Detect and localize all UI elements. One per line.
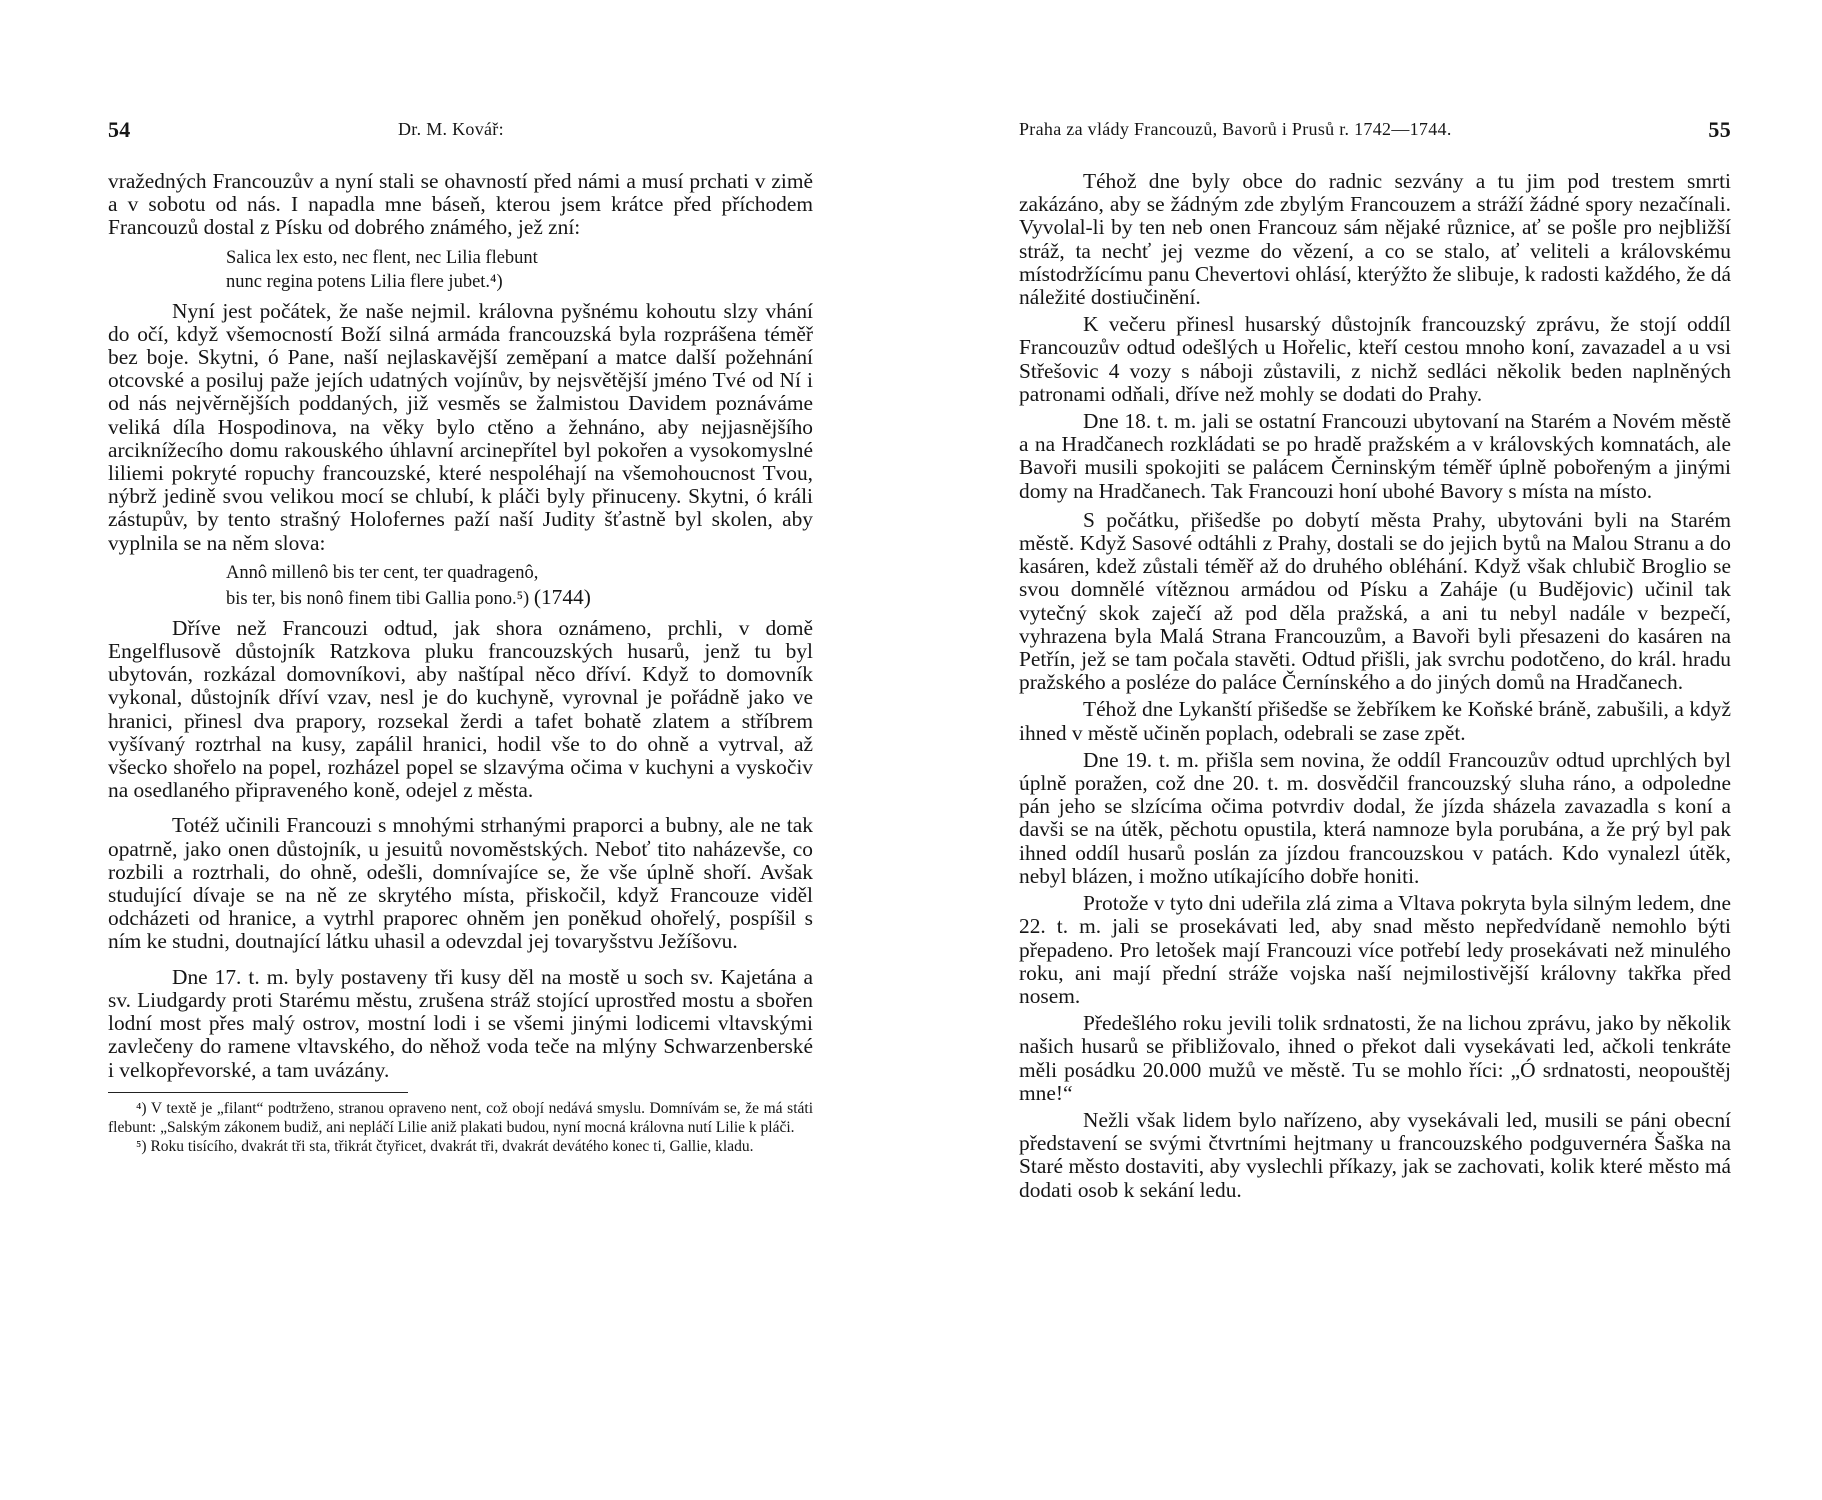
right-paragraph-3: S počátku, přišedše po dobytí města Prahy, ubytováni byli na Starém městě. Když Sasové odtáhli z Prahy, dostali se do jejich bytů na Malou Stranu a do kasáren, kdež zůstali téměř až do druhého obléhání. Když však chlubič Broglio se svou domnělé vítěznou armádou od Písku a Zaháje (u Budějovic) učinil tak vytečný skok zaječí až pod děla pražská, a ani tu nebyl nadále v bezpečí, vyhrazena byla Malá Strana Francouzům, a Bavoři byli přesazeni do kasáren na Petřín, jež se tam počala stavěti. Odtud přišli, jak svrchu podotčeno, do král. hradu pražského a posléze do paláce Černínského a do jiných domů na Hradčanech. — [1019, 507, 1731, 695]
left-verse-1-line-2: nunc regina potens Lilia flere jubet.⁴) — [226, 271, 503, 292]
left-body-text — [108, 170, 813, 1156]
left-verse-2-line-2-wrap — [226, 585, 813, 611]
right-paragraph-2: Dne 18. t. m. jali se ostatní Francouzi ubytovaní na Starém a Novém městě a na Hradčanech rozkládati se po hradě pražském a v královských komnatách, ale Bavoři musili spokojiti se palácem Černinským téměř úplně pobořeným a jinými domy na Hradčanech. Tak Francouzi honí ubohé Bavory s místa na místo. — [1019, 409, 1731, 503]
right-paragraph-7: Předešlého roku jevili tolik srdnatosti, že na lichou zprávu, jako by několik našich husarů se přibližovalo, ihned o překot dali vysekávati led, ačkoli tenkráte měli posádku 20.000 mužů ve městě. Tu se mohlo říci: „Ó srdnatosti, neopouštěj mne!“ — [1019, 1011, 1731, 1105]
right-running-head — [1019, 117, 1731, 147]
left-paragraph-3: Totéž učinili Francouzi s mnohými strhanými praporci a bubny, ale ne tak opatrně, jako onen důstojník, u jesuitů novoměstských. Neboť tito naházevše, co rozbili a roztrhali, do ohně, odešli, domnívajíce se, že vše úplně shoří. Avšak studující dívaje se na ně ze skrytého místa, přiskočil, když Francouze viděl odcházeti od hranice, a vytrhl praporec ohněm jen poněkud ohořelý, pospíšil s ním ke studni, doutnající látku uhasil a odevzdal jej tovaryšstvu Ježíšovu. — [108, 813, 813, 954]
left-paragraph-1: Nyní jest počátek, že naše nejmil. královna pyšnému kohoutu slzy vhání do očí, když všemocností Boží silná armáda francouzská byla rozprášena téměř bez boje. Skytni, ó Pane, naší nejlaskavější zeměpaní a matce další požehnání otcovské a posiluj paže jejích udatných vojínův, by nejsvětější jméno Tvé od Ní i od nás nejvěrnějších poddaných, již vesměs se žalmistou Davidem poznáváme veliká díla Hospodinova, na věky bylo ctěno a žehnáno, aby nejjasnějšího arciknížecího domu rakouského úhlavní arcinepřítel byl pokořen a vysokomyslné liliemi pokryté ropuchy francouzské, které nespoléhají na všemohoucnost Tvou, nýbrž jedině svou velikou mocí se chlubí, k pláči byly přinuceny. Skytni, ó králi zástupův, by tento strašný Holofernes paží naší Judity šťastně byl skolen, aby vyplnila se na něm slova: — [108, 298, 813, 555]
left-footnotes — [108, 1099, 813, 1156]
left-verse-2-line-2: bis ter, bis nonô finem tibi Gallia pono.⁵) — [226, 588, 530, 609]
right-running-title: Praha za vlády Francouzů, Bavorů i Prusů r. 1742—1744. — [1019, 119, 1452, 139]
left-running-title: Dr. M. Kovář: — [398, 119, 504, 139]
left-verse-1-line-1: Salica lex esto, nec flent, nec Lilia flebunt — [226, 247, 538, 268]
left-paragraph-2: Dříve než Francouzi odtud, jak shora oznámeno, prchli, v domě Engelflusově důstojník Ratzkova pluku francouzských husarů, jenž tu byl ubytován, rozkázal domovníkovi, aby naštípal něco dříví. Když to domovník vykonal, důstojník dříví vzav, nesl je do kuchyně, vyrovnal je pořádně jako ve hranici, přinesl dva prapory, rozsekal žerdi a tafet bohatě zlatem a stříbrem vyšívaný roztrhal na kusy, zapálil hranici, hodil vše to do ohně a vytrval, až všecko shořelo na popel, rozházel popel se slzavýma očima v kuchyni a vyskočiv na osedlaného připraveného koně, odejel z města. — [108, 615, 813, 803]
left-running-head — [108, 117, 813, 147]
right-page-number: 55 — [1708, 117, 1731, 142]
footnote-5: ⁵) Roku tisícího, dvakrát tři sta, třikrát čtyřicet, dvakrát tři, dvakrát devátého konec ti, Gallie, kladu. — [136, 1137, 754, 1155]
left-verse-2-year: (1744) — [533, 584, 591, 609]
footnote-4: ⁴) V textě je „filant“ podtrženo, stranou opraveno nent, což obojí nedává smyslu. Domnívám se, že má státi flebunt: „Salským zákonem budiž, ani nepláčí Lilie aniž plakati budou, nyní mocná královna nutí Lilie k pláči. — [108, 1099, 813, 1136]
left-paragraph-4: Dne 17. t. m. byly postaveny tři kusy děl na mostě u soch sv. Kajetána a sv. Liudgardy proti Starému městu, zrušena stráž stojící uprostřed mostu a sbořen lodní most přes malý ostrov, mostní lodi i se všemi jinými lodicemi vltavskými zavlečeny do ramene vltavského, do něhož voda teče na mlýny Schwarzenberské i velkopřevorské, a tam uvázány. — [108, 964, 813, 1082]
left-verse-2-line-1: Annô millenô bis ter cent, ter quadragenô, — [226, 562, 539, 583]
left-page-number: 54 — [108, 117, 131, 142]
left-paragraph-0: vražedných Francouzův a nyní stali se ohavností před námi a musí prchati v zimě a v sobotu od nás. I napadla mne báseň, kterou jsem krátce před příchodem Francouzů dostal z Písku od dobrého známého, jež zní: — [108, 169, 813, 240]
right-page — [911, 0, 1822, 1500]
right-body-text — [1019, 170, 1731, 1202]
right-paragraph-6: Protože v tyto dni udeřila zlá zima a Vltava pokryta byla silným ledem, dne 22. t. m. jali se prosekávati led, aby snad město nepředvídaně nemohlo býti přepadeno. Pro letošek mají Francouzi více potřebí ledy prosekávati než minulého roku, ani mají přední stráže vojska naší nejmilostivější královny takřka před nosem. — [1019, 891, 1731, 1008]
right-paragraph-5: Dne 19. t. m. přišla sem novina, že oddíl Francouzův odtud uprchlých byl úplně poražen, což dne 20. t. m. dosvědčil francouzský sluha ráno, a odpoledne pán jeho se slzícíma očima potvrdiv dodal, že jízda sházela zavazadla s koní a davši se na útěk, pěchotu opustila, která namnoze byla porubána, a že prý byl pak ihned oddíl husarů poslán za jízdou francouzskou v patách. Kdo vynalezl útěk, nebyl blázen, i možno utíkajícího dobře honiti. — [1019, 747, 1731, 888]
right-paragraph-1: K večeru přinesl husarský důstojník francouzský zprávu, že stojí oddíl Francouzův odtud odešlých u Hořelic, kteří cestou mnoho koní, zavazadel a u vsi Střešovic 4 vozy s náboji zůstavili, z nichž sedláci několik beden naplněných patronami odňali, dříve než mohly se dodati do Prahy. — [1019, 312, 1731, 406]
right-paragraph-8: Nežli však lidem bylo nařízeno, aby vysekávali led, musili se páni obecní představení se svými čtvrtními hejtmany u francouzského podguvernéra Šaška na Staré město dostaviti, aby vyslechli příkazy, jak se zachovati, kolik které město má dodati osob k sekání ledu. — [1019, 1107, 1731, 1202]
right-paragraph-4: Téhož dne Lykanští přišedše se žebříkem ke Koňské bráně, zabušili, a když ihned v městě učiněn poplach, odebrali se zase zpět. — [1019, 697, 1731, 745]
footnote-rule — [108, 1092, 408, 1093]
left-verse-2 — [226, 561, 813, 611]
left-verse-1 — [226, 246, 813, 294]
right-paragraph-0: Téhož dne byly obce do radnic sezvány a tu jim pod trestem smrti zakázáno, aby se žádným zde zbylým Francouzem a stráží žádné spory nezačínali. Vyvolal-li by ten neb onen Francouz sám nějaké různice, ať se pošle pro nejbližší stráž, ta nechť jej vezme do vězení, a co se stalo, ať veliteli a královskému místodržícímu panu Chevertovi ohlásí, kterýžto že slibuje, k radosti každého, že dá náležité dostiučinění. — [1019, 169, 1731, 310]
